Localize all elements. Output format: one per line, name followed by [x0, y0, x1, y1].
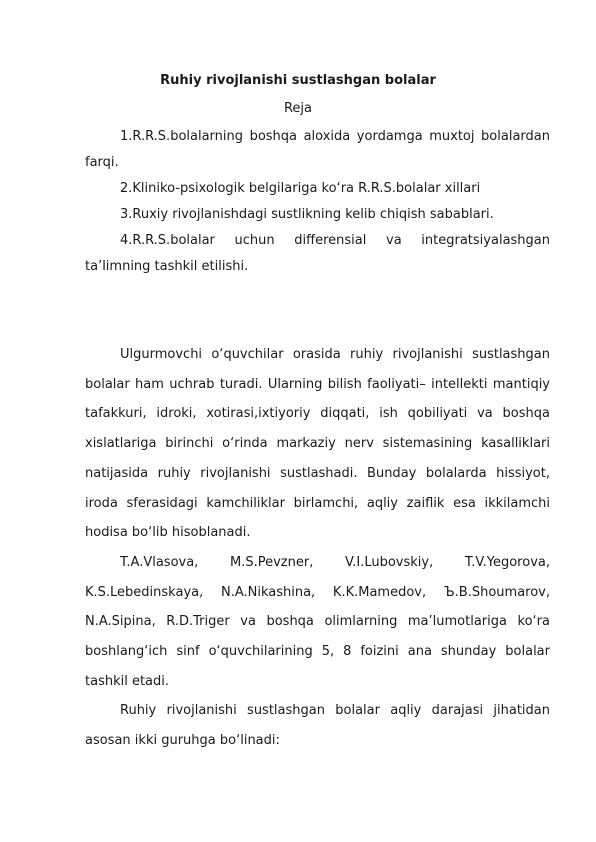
plan-list: [85, 124, 550, 280]
plan-item: 4.R.R.S.bolalar uchun differensial va integratsiyalashgan ta’limning tashkil etilishi.: [85, 233, 550, 274]
plan-item: 2.Kliniko-psixologik belgilariga ko‘ra R.R.S.bolalar xillari: [120, 181, 481, 196]
plan-item: 1.R.R.S.bolalarning boshqa aloxida yordamga muxtoj bolalardan farqi.: [85, 129, 550, 170]
body-paragraph: Ruhiy rivojlanishi sustlashgan bolalar aqliy darajasi jihatidan asosan ikki guruhga bo‘linadi:: [85, 703, 550, 749]
plan-item: 3.Ruxiy rivojlanishdagi sustlikning kelib chiqish sabablari.: [120, 207, 494, 222]
body-paragraph: T.A.Vlasova, M.S.Pevzner, V.I.Lubovskiy, T.V.Yegorova, K.S.Lebedinskaya, N.A.Nikashina, K.K.Mamedov, Ъ.B.Shoumarov, N.A.Sipina, R.D.Triger va boshqa olimlarning ma’lumotlariga ko‘ra boshlang‘ich sinf o‘quvchilarining 5, 8 foizini ana shunday bolalar tashkil etadi.: [85, 554, 550, 689]
body-paragraph: Ulgurmovchi o‘quvchilar orasida ruhiy rivojlanishi sustlashgan bolalar ham uchrab turadi. Ularning bilish faoliyati– intellekti mantiqiy tafakkuri, idroki, xotirasi,ixtiyoriy diqqati, ish qobiliyati va boshqa xislatlariga birinchi o‘rinda markaziy nerv sistemasining kasalliklari natijasida ruhiy rivojlanishi sustlashadi. Bunday bolalarda hissiyot, iroda sferasidagi kamchiliklar birlamchi, aqliy zaiflik esa ikkilamchi hodisa bo‘lib hisoblanadi.: [85, 347, 550, 541]
document-title: Ruhiy rivojlanishi sustlashgan bolalar: [160, 73, 436, 88]
plan-heading: Reja: [283, 101, 313, 116]
body-text: [85, 340, 550, 756]
